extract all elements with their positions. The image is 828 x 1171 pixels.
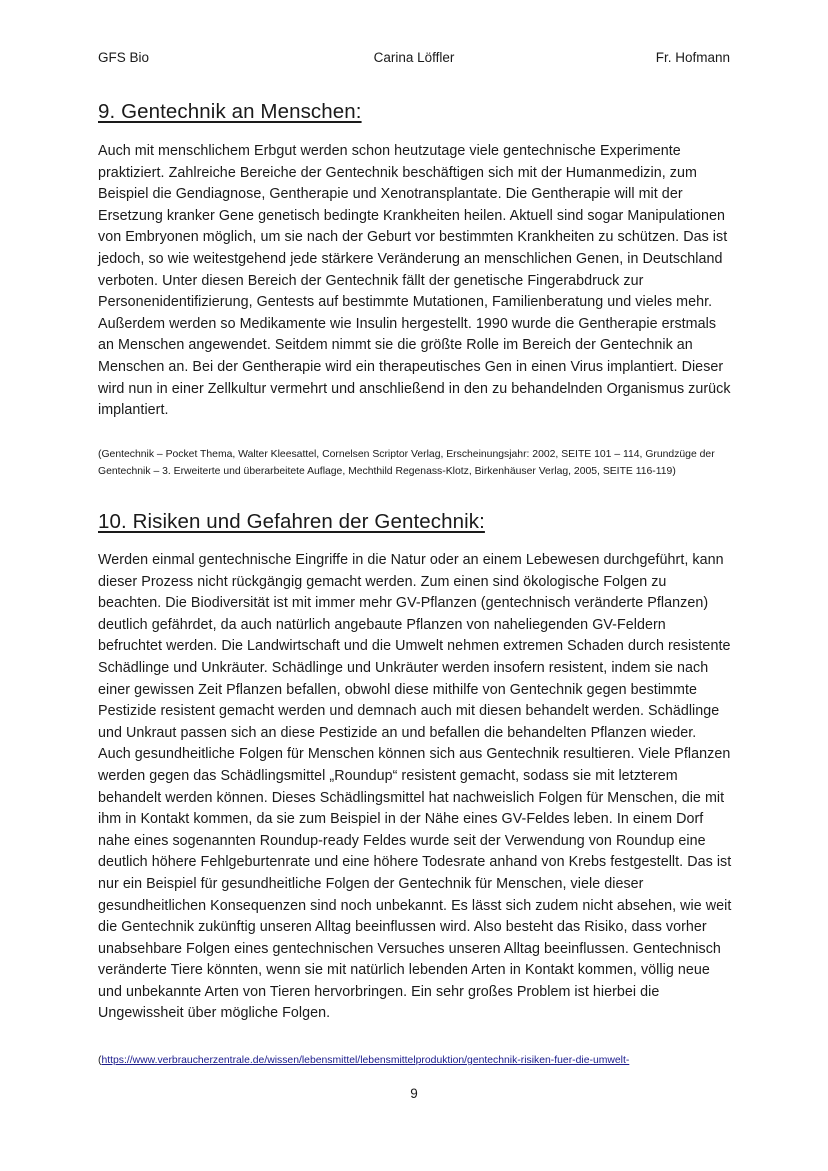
- header-subject: GFS Bio: [98, 50, 150, 65]
- source-open-paren: (: [98, 1055, 102, 1066]
- section-10-heading: 10. Risiken und Gefahren der Gentechnik:: [98, 510, 485, 533]
- header-author: Carina Löffler: [373, 50, 455, 65]
- header-teacher: Fr. Hofmann: [655, 50, 730, 65]
- section-9-heading: 9. Gentechnik an Menschen:: [98, 100, 362, 123]
- section-10-body: Werden einmal gentechnische Eingriffe in die Natur oder an einem Lebewesen durchgeführt, kann dieser Prozess nicht rückgängig gemacht werden. Zum einen sind ökologische Folgen zu beachten. Die Biodiversität ist mit immer mehr GV-Pflanzen (gentechnisch veränderte Pflanzen) deutlich gefährdet, da auch natürlich angebaute Pflanzen von naheliegenden GV-Feldern befruchtet werden. Die Landwirtschaft und die Umwelt nehmen extremen Schaden durch resistente Schädlinge und Unkräuter. Schädlinge und Unkräuter werden insofern resistent, indem sie nach einer gewissen Zeit Pflanzen befallen, obwohl diese mithilfe von Gentechnik gegen bestimmte Pestizide resistent gemacht werden und demnach auch mit diesen behandelt werden. Schädlinge und Unkraut passen sich an diese Pestizide an und befallen die behandelten Pflanzen wieder. Auch gesundheitliche Folgen für Menschen können sich aus Gentechnik resultieren. Viele Pflanzen werden gegen das Schädlingsmittel „Roundup“ resistent gemacht, sodass sie mit letzterem behandelt werden können. Dieses Schädlingsmittel hat nachweislich Folgen für Menschen, die mit ihm in Kontakt kommen, da sie zum Beispiel in der Nähe eines GV-Feldes leben. In einem Dorf nahe eines sogenannten Roundup-ready Feldes wurde seit der Verwendung von Roundup eine deutlich höhere Fehlgeburtenrate und eine höhere Todesrate anhand von Krebs festgestellt. Das ist nur ein Beispiel für gesundheitliche Folgen der Gentechnik für Menschen, viele dieser gesundheitlichen Konsequenzen sind noch unbekannt. Es lässt sich zudem nicht absehen, wie weit die Gentechnik zukünftig unseren Alltag beeinflussen wird. Also besteht das Risiko, dass vorher unabsehbare Folgen eines gentechnischen Versuches unseren Alltag beeinflussen. Gentechnisch veränderte Tiere könnten, wenn sie mit natürlich lebenden Arten in Kontakt kommen, völlig neue und unbekannte Arten von Tieren hervorbringen. Ein sehr großes Problem ist hierbei die Ungewissheit über mögliche Folgen.: [98, 552, 732, 1022]
- section-10-source: [98, 1054, 738, 1068]
- source-link[interactable]: https://www.verbraucherzentrale.de/wissen/lebensmittel/lebensmittelproduktion/gentechnik-risiken-fuer-die-umwelt-: [101, 1055, 630, 1066]
- section-9-source: (Gentechnik – Pocket Thema, Walter Kleesattel, Cornelsen Scriptor Verlag, Erscheinungsjahr: 2002, SEITE 101 – 114, Grundzüge der Gentechnik – 3. Erweiterte und überarbeitete Auflage, Mechthild Regenass-Klotz, Birkenhäuser Verlag, 2005, SEITE 116-119): [98, 449, 715, 477]
- page-number: 9: [410, 1086, 418, 1101]
- section-9-body: Auch mit menschlichem Erbgut werden schon heutzutage viele gentechnische Experimente praktiziert. Zahlreiche Bereiche der Gentechnik beschäftigen sich mit der Humanmedizin, zum Beispiel die Gendiagnose, Gentherapie und Xenotransplantate. Die Gentherapie will mit der Ersetzung kranker Gene genetisch bedingte Krankheiten heilen. Aktuell sind sogar Manipulationen von Embryonen möglich, um sie nach der Geburt vor bestimmten Krankheiten zu schützen. Das ist jedoch, so wie weitestgehend jede stärkere Veränderung an menschlichen Genen, in Deutschland verboten. Unter diesen Bereich der Gentechnik fällt der genetische Fingerabdruck zur Personenidentifizierung, Gentests auf bestimmte Mutationen, Familienberatung und vieles mehr. Außerdem werden so Medikamente wie Insulin hergestellt. 1990 wurde die Gentherapie erstmals an Menschen angewendet. Seitdem nimmt sie die größte Rolle im Bereich der Gentechnik an Menschen an. Bei der Gentherapie wird ein therapeutisches Gen in einen Virus implantiert. Dieser wird nun in einer Zellkultur vermehrt und anschließend in den zu behandelnden Organismus zurück implantiert.: [98, 143, 731, 419]
